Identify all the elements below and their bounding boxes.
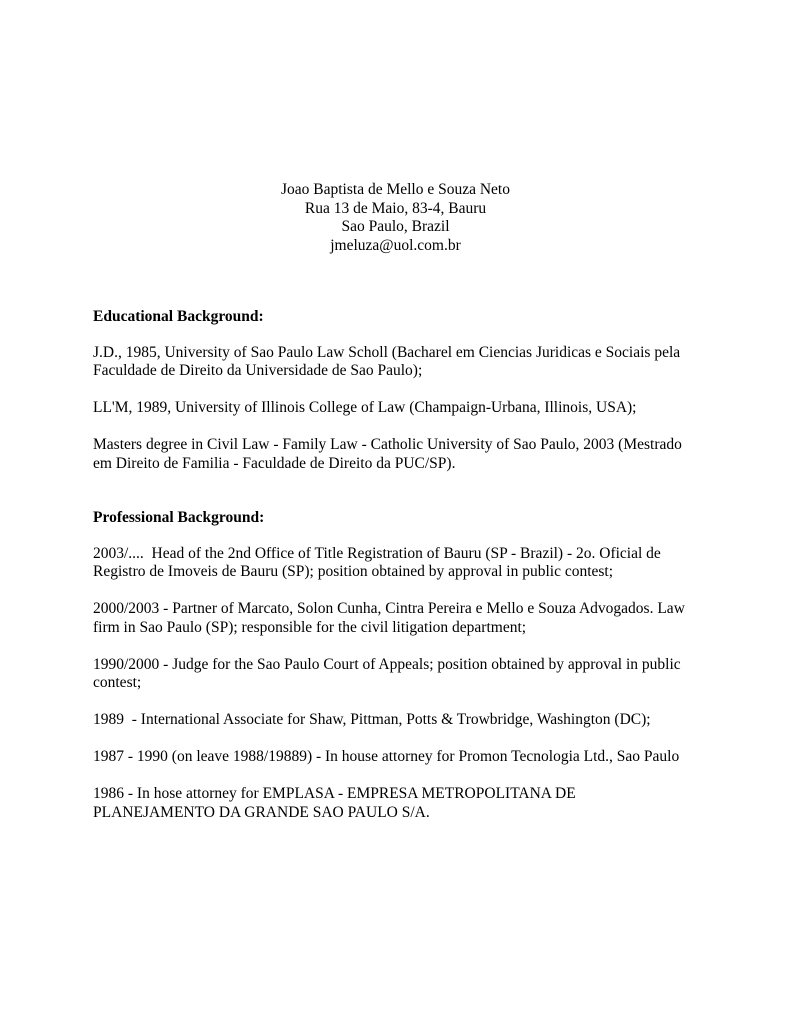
experience-entry-1987-1990: 1987 - 1990 (on leave 1988/19889) - In house attorney for Promon Tecnologia Ltd., Sao Paulo xyxy=(93,748,680,765)
experience-entry-1986: 1986 - In hose attorney for EMPLASA - EMPRESA METROPOLITANA DE PLANEJAMENTO DA GRANDE SAO PAULO S/A. xyxy=(93,785,580,821)
contact-header xyxy=(93,181,698,255)
education-entry-jd: J.D., 1985, University of Sao Paulo Law Scholl (Bacharel em Ciencias Juridicas e Sociais pela Faculdade de Direito da Universidade de Sao Paulo); xyxy=(93,343,685,379)
section-professional-background xyxy=(93,509,698,822)
experience-entry-1990-2000: 1990/2000 - Judge for the Sao Paulo Court of Appeals; position obtained by approval in public contest; xyxy=(93,655,685,691)
educational-background-heading: Educational Background: xyxy=(93,308,264,325)
city-country: Sao Paulo, Brazil xyxy=(341,218,450,235)
experience-entry-2003: 2003/.... Head of the 2nd Office of Title Registration of Bauru (SP - Brazil) - 2o. Oficial de Registro de Imoveis de Bauru (SP); position obtained by approval in public contest; xyxy=(93,544,665,580)
experience-entry-2000-2003: 2000/2003 - Partner of Marcato, Solon Cunha, Cintra Pereira e Mello e Souza Advogados. Law firm in Sao Paulo (SP); responsible for the civil litigation department; xyxy=(93,600,689,636)
person-name: Joao Baptista de Mello e Souza Neto xyxy=(280,181,510,198)
education-entry-llm: LL'M, 1989, University of Illinois College of Law (Champaign-Urbana, Illinois, USA); xyxy=(93,399,637,416)
professional-background-heading: Professional Background: xyxy=(93,509,265,526)
street-address: Rua 13 de Maio, 83-4, Bauru xyxy=(304,199,487,217)
section-educational-background xyxy=(93,308,698,473)
education-entry-masters: Masters degree in Civil Law - Family Law - Catholic University of Sao Paulo, 2003 (Mestrado em Direito de Familia - Faculdade de Direito da PUC/SP). xyxy=(93,436,686,472)
experience-entry-1989: 1989 - International Associate for Shaw, Pittman, Potts & Trowbridge, Washington (DC); xyxy=(93,711,651,728)
email-address: jmeluza@uol.com.br xyxy=(330,236,461,254)
